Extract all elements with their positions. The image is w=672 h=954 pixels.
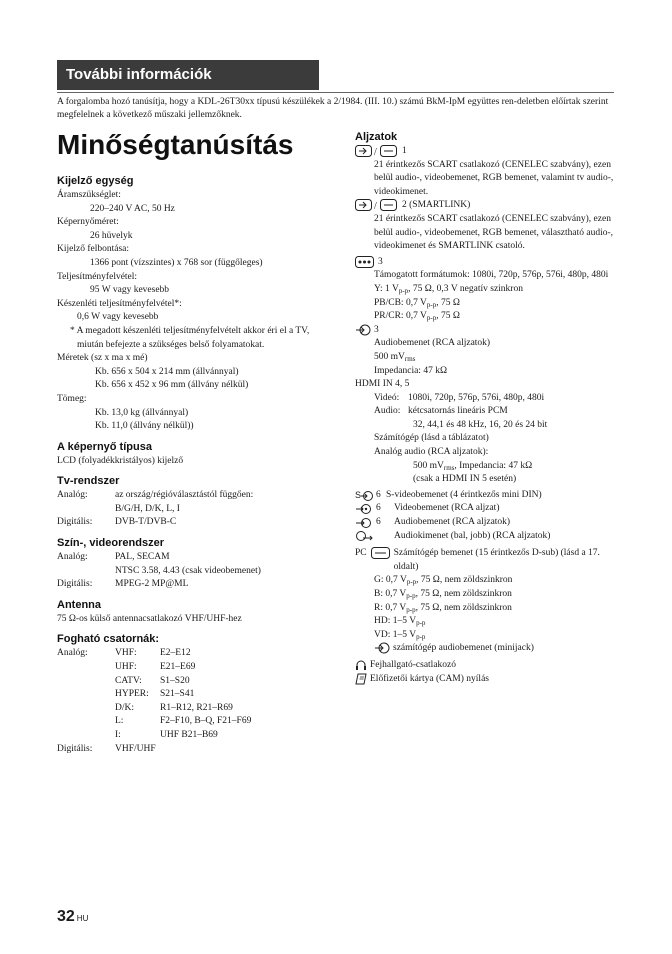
channel-band: UHF: bbox=[115, 662, 137, 673]
dimensions-value-nostand: Kb. 656 x 452 x 96 mm (állvány nélkül) bbox=[95, 380, 249, 391]
right-column bbox=[355, 130, 620, 686]
channel-range: R1–R12, R21–R69 bbox=[160, 702, 233, 713]
weight-value-nostand: Kb. 11,0 (állvány nélkül)) bbox=[95, 421, 194, 432]
channel-range: S1–S20 bbox=[160, 675, 190, 686]
main-title: Minőségtanúsítás bbox=[57, 129, 294, 160]
hdmi-audio-value: kétcsatornás lineáris PCM bbox=[408, 406, 508, 417]
av2-number: 2 (SMARTLINK) bbox=[402, 200, 471, 211]
power-value: 220–240 V AC, 50 Hz bbox=[90, 203, 175, 214]
tv-system-analog-standards: B/G/H, D/K, L, I bbox=[115, 503, 180, 514]
channel-band: HYPER: bbox=[115, 689, 149, 700]
component-input-icon bbox=[355, 256, 375, 268]
tv-system-analog-label: Analóg: bbox=[57, 490, 88, 501]
pc-audio-description: számítógép audiobemenet (minijack) bbox=[393, 643, 534, 654]
headphone-description: Fejhallgató-csatlakozó bbox=[370, 659, 456, 670]
headphone-jack bbox=[355, 659, 620, 673]
color-system-analog-label: Analóg: bbox=[57, 552, 88, 563]
tv-system-heading: Tv-rendszer bbox=[57, 475, 120, 488]
scart-in-out-icon bbox=[355, 145, 399, 157]
audio-out-description: Audiokimenet (bal, jobb) (RCA aljzatok) bbox=[394, 530, 551, 541]
audio6-number: 6 bbox=[376, 517, 381, 528]
consumption-label: Teljesítményfelvétel: bbox=[57, 271, 138, 282]
page-number bbox=[57, 910, 88, 926]
hdmi-pc: Számítógép (lásd a táblázatot) bbox=[374, 433, 489, 444]
audio-out-jack bbox=[355, 530, 620, 544]
section-header bbox=[57, 60, 319, 90]
standby-note: * A megadott készenléti teljesítményfelvételt akkor éri el a TV, miután befejezte a szükséges belső folyamatokat. bbox=[70, 325, 310, 350]
standby-label: Készenléti teljesítményfelvétel*: bbox=[57, 298, 182, 309]
video6-jack bbox=[355, 502, 620, 516]
video6-number: 6 bbox=[376, 503, 381, 514]
weight-label: Tömeg: bbox=[57, 393, 87, 404]
audio-input-icon bbox=[374, 642, 390, 654]
panel-value: LCD (folyadékkristályos) kijelző bbox=[57, 455, 184, 466]
resolution-value: 1366 pont (vízszintes) x 768 sor (függőleges) bbox=[90, 257, 263, 268]
consumption-value: 95 W vagy kevesebb bbox=[90, 285, 170, 296]
channel-range: UHF B21–B69 bbox=[160, 730, 218, 740]
channels-heading: Fogható csatornák: bbox=[57, 633, 160, 646]
page-language: HU bbox=[76, 914, 89, 923]
pc-green: G: 0,7 $V_{p-p}$, 75 Ω, nem zöldszinkron bbox=[374, 575, 513, 587]
channel-band: I: bbox=[115, 730, 121, 740]
color-system-digital bbox=[57, 578, 342, 592]
standby-value: 0,6 W vagy kevesebb bbox=[77, 312, 159, 323]
svideo-input-icon bbox=[355, 489, 373, 503]
hdmi-analog-audio: Analóg audio (RCA aljzatok): bbox=[374, 447, 489, 458]
display-heading: Kijelző egység bbox=[57, 175, 134, 187]
headphone-icon bbox=[355, 659, 367, 671]
screen-size-label: Képernyőméret: bbox=[57, 217, 119, 228]
audio-input-icon bbox=[355, 516, 373, 530]
tv-system-digital-value: DVB-T/DVB-C bbox=[115, 517, 177, 528]
audio6-description: Audiobemenet (RCA aljzatok) bbox=[394, 517, 511, 528]
audio3-impedance: Impedancia: 47 kΩ bbox=[374, 365, 448, 376]
tv-system-digital bbox=[57, 516, 342, 530]
hdmi-audio-rates: 32, 44,1 és 48 kHz, 16, 20 és 24 bit bbox=[413, 419, 548, 430]
jacks-heading: Aljzatok bbox=[355, 131, 398, 143]
audio-input-icon bbox=[355, 324, 371, 336]
video6-description: Videobemenet (RCA aljzat) bbox=[394, 503, 500, 514]
component-jack bbox=[355, 256, 620, 270]
audio3-level: 500 $mV_{rms}$ bbox=[374, 351, 416, 363]
channels-digital-value: VHF/UHF bbox=[115, 743, 156, 754]
pc-description: Számítógép bemenet (15 érintkezős D-sub) (lásd a 17. oldalt) bbox=[393, 548, 600, 572]
svg-text:/: / bbox=[374, 147, 377, 157]
cam-card-icon bbox=[355, 673, 367, 685]
svideo-description: S-videobemenet (4 érintkezős mini DIN) bbox=[386, 489, 542, 500]
antenna-heading: Antenna bbox=[57, 598, 101, 611]
scart-in-out-icon bbox=[355, 199, 399, 211]
audio3-number: 3 bbox=[374, 324, 379, 335]
pc-vd: VD: 1–5 $V_{p-p}$ bbox=[374, 629, 426, 641]
hdmi-audio-label: Audio: bbox=[374, 406, 401, 417]
color-system-analog bbox=[57, 551, 342, 578]
tv-system-analog-value: az ország/régióválasztástól függően: bbox=[115, 490, 254, 501]
header-divider bbox=[57, 92, 614, 93]
screen-size-value: 26 hüvelyk bbox=[90, 230, 133, 241]
channel-range: E2–E12 bbox=[160, 648, 191, 659]
tv-system-digital-label: Digitális: bbox=[57, 517, 93, 528]
color-system-digital-value: MPEG-2 MP@ML bbox=[115, 579, 189, 590]
cam-description: Előfizetői kártya (CAM) nyílás bbox=[370, 673, 489, 684]
hdmi-heading: HDMI IN 4, 5 bbox=[355, 379, 410, 390]
section-header-title: További információk bbox=[66, 66, 212, 83]
hdmi-note: (csak a HDMI IN 5 esetén) bbox=[413, 474, 517, 485]
av1-description: 21 érintkezős SCART csatlakozó (CENELEC szabvány), ezen belül audio-, videobemenet, RGB bemenet, valamint tv audio-, videokimenet. bbox=[374, 159, 614, 197]
pc-label: PC bbox=[355, 548, 367, 559]
channel-band: L: bbox=[115, 716, 124, 727]
svideo-label: S bbox=[355, 489, 362, 500]
channel-band: D/K: bbox=[115, 702, 134, 713]
pc-dsub-icon bbox=[371, 547, 391, 559]
channel-range: F2–F10, B–Q, F21–F69 bbox=[160, 716, 252, 727]
antenna-value: 75 Ω-os külső antennacsatlakozó VHF/UHF-hez bbox=[57, 613, 242, 624]
resolution-label: Kijelző felbontása: bbox=[57, 244, 130, 255]
pc-red: R: 0,7 $V_{p-p}$, 75 Ω, nem zöldszinkron bbox=[374, 602, 512, 614]
intro-paragraph: A forgalomba hozó tanúsítja, hogy a KDL-26T30xx típusú készülékek a 2/1984. (III. 10.) számú BkM-IpM együttes ren-deletben előírtak szerint megfelelnek a következő műszaki jellemzőknek. bbox=[57, 97, 609, 120]
component-pr: PR/CR: 0,7 $V_{p-p}$, 75 Ω bbox=[374, 311, 460, 323]
color-system-heading: Szín-, videorendszer bbox=[57, 537, 164, 550]
av1-number: 1 bbox=[402, 146, 407, 156]
channel-band: VHF: bbox=[115, 648, 137, 659]
component-formats: Támogatott formátumok: 1080i, 720p, 576p, 576i, 480p, 480i bbox=[374, 270, 609, 281]
hdmi-video bbox=[355, 392, 620, 406]
svideo-jack bbox=[355, 489, 620, 503]
dimensions-label: Méretek (sz x ma x mé) bbox=[57, 353, 148, 364]
svideo-number: 6 bbox=[376, 489, 381, 500]
component-number: 3 bbox=[378, 256, 383, 267]
channel-range: E21–E69 bbox=[160, 662, 196, 673]
hdmi-video-label: Videó: bbox=[374, 392, 400, 403]
tv-system-analog bbox=[57, 489, 342, 516]
av1-jack bbox=[355, 145, 620, 159]
hdmi-audio bbox=[355, 405, 620, 419]
power-label: Áramszükséglet: bbox=[57, 190, 121, 200]
hdmi-video-value: 1080i, 720p, 576p, 576i, 480p, 480i bbox=[408, 392, 545, 403]
left-column bbox=[57, 128, 342, 756]
pc-jack bbox=[355, 547, 620, 574]
channels-digital-label: Digitális: bbox=[57, 743, 93, 754]
page-number-value: 32 bbox=[57, 908, 75, 925]
audio3-description: Audiobemenet (RCA aljzatok) bbox=[374, 338, 491, 349]
pc-blue: B: 0,7 $V_{p-p}$, 75 Ω, nem zöldszinkron bbox=[374, 589, 512, 600]
color-system-analog-value: PAL, SECAM bbox=[115, 552, 170, 563]
component-pb: PB/CB: 0,7 $V_{p-p}$, 75 Ω bbox=[374, 297, 460, 309]
color-system-analog-ntsc: NTSC 3.58, 4.43 (csak videobemenet) bbox=[115, 565, 261, 576]
av2-jack bbox=[355, 199, 620, 213]
channel-range: S21–S41 bbox=[160, 689, 195, 700]
av2-description: 21 érintkezős SCART csatlakozó (CENELEC szabvány), ezen belül audio-, videobemenet, RGB bemenet, választható audio-, videokimenet és SMARTLINK csatoló. bbox=[374, 213, 614, 252]
channels-analog-label: Analóg: bbox=[57, 648, 88, 659]
cam-slot bbox=[355, 673, 620, 687]
pc-hd: HD: 1–5 $V_{p-p}$ bbox=[374, 616, 426, 628]
audio6-jack bbox=[355, 516, 620, 530]
hdmi-audio-level: 500 $mV_{rms}$, Impedancia: 47 kΩ bbox=[413, 460, 533, 472]
pc-audio bbox=[355, 642, 620, 656]
panel-heading: A képernyő típusa bbox=[57, 440, 152, 453]
channel-band: CATV: bbox=[115, 675, 142, 686]
channels-table bbox=[57, 647, 342, 756]
color-system-digital-label: Digitális: bbox=[57, 579, 93, 590]
audio-output-icon bbox=[355, 530, 373, 544]
component-y: Y: 1 $V_{p-p}$, 75 Ω, 0,3 V negatív szinkron bbox=[374, 283, 523, 295]
video-input-icon bbox=[355, 502, 373, 516]
audio3-jack bbox=[355, 324, 620, 338]
svg-text:/: / bbox=[374, 201, 377, 212]
weight-value-stand: Kb. 13,0 kg (állvánnyal) bbox=[95, 407, 189, 418]
dimensions-value-stand: Kb. 656 x 504 x 214 mm (állvánnyal) bbox=[95, 366, 239, 377]
